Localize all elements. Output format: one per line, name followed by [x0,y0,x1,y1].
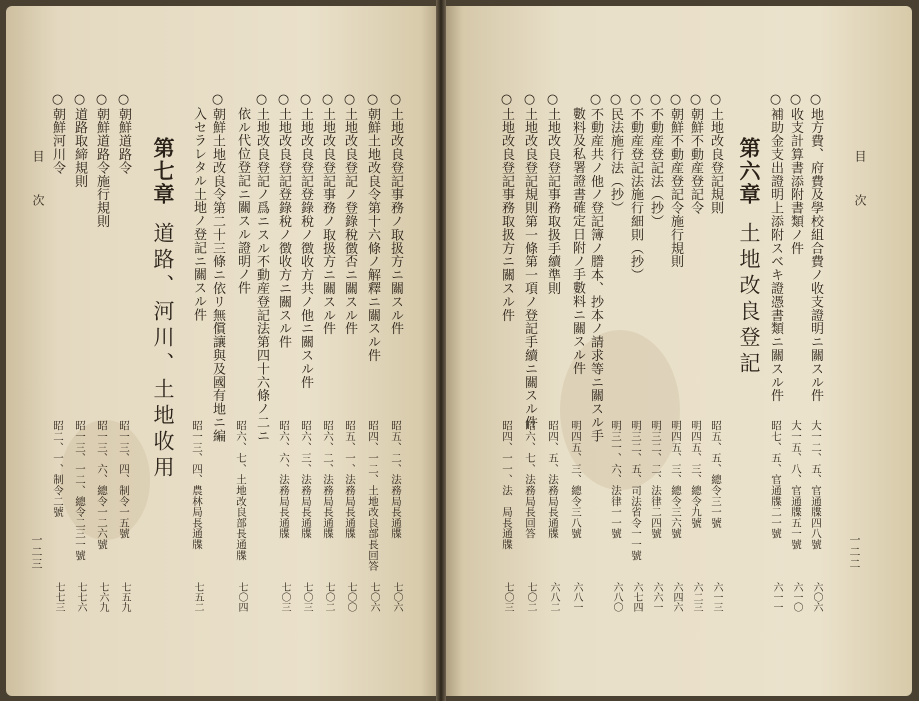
toc-entry[interactable] [808,92,825,402]
entry-title: ○土地改良登記事務取扱方ニ關スル件 [499,92,514,322]
book-gutter [436,0,446,701]
chapter-heading [734,137,764,378]
entry-title: ○收支計算書添附書類ノ件 [788,92,803,255]
entry-law: 昭五、一、法務局長通牒 [344,420,356,539]
entry-page: 七七六 [75,582,86,612]
entry-law: 大一五、八、官通牒五一號 [790,420,802,550]
chapter-number: 第七章 [151,137,176,206]
entry-law: 昭一三、六、總令一二六號 [96,420,108,550]
entry-title: ○朝鮮不動産登記令施行規則 [668,92,683,269]
entry-page: 七〇六 [391,582,402,612]
left-page-number: 一二三 [30,534,43,570]
entry-title: ○土地改良登記事務ノ取扱方ニ關スル件 [320,92,335,336]
entry-title: ○朝鮮不動産登記令 [688,92,703,215]
chapter-heading [148,137,178,482]
entry-page: 七〇三 [301,582,312,612]
entry-title: ○土地改良登記規則 [708,92,723,215]
entry-law: 昭七、五、官通牒二一號 [770,420,782,539]
toc-entry[interactable] [768,92,785,402]
toc-entry[interactable] [545,92,562,295]
entry-page: 七〇〇 [345,582,356,612]
entry-title: ○朝鮮土地改良令第十六條ノ解釋ニ關スル件 [365,92,380,362]
entry-page: 七〇二 [323,582,334,612]
chapter-subject: 道路、河川、土地收用 [151,222,175,482]
entry-title: ○朝鮮道路令 [116,92,131,175]
entry-page: 六八〇 [611,582,622,612]
entry-page: 七〇六 [368,582,379,612]
entry-page: 六四六 [671,582,682,612]
entry-title-continued: 入セラレタル土地ノ登記ニ關スル件 [191,107,206,322]
entry-title: ○朝鮮河川令 [50,92,65,175]
toc-entry[interactable] [708,92,725,215]
entry-law: 昭四、一一、法 局長通牒 [501,420,513,550]
toc-entry[interactable] [608,92,625,215]
entry-page: 七〇三 [279,582,290,612]
entry-page: 六二三 [691,582,702,612]
entry-law: 大一二、五、官通牒四八號 [810,420,822,550]
entry-title: ○朝鮮道路令施行規則 [94,92,109,228]
entry-title: ○不動産共ノ他ノ登記簿ノ謄本、抄本ノ請求等ニ關スル手 [588,92,603,443]
entry-law: 昭六、二、法務局長通牒 [322,420,334,539]
entry-page: 七〇三 [502,582,513,612]
entry-title: ○朝鮮土地改良令第二十三條ニ依リ無償讓與及國有地ニ編 [210,92,225,443]
entry-title: ○地方費、府費及學校組合費ノ收支證明ニ關スル件 [808,92,823,403]
toc-entry[interactable] [320,92,337,335]
toc-entry[interactable] [628,92,645,282]
entry-title: ○不動産登記法施行細則（抄） [628,92,643,282]
entry-title: ○土地改良登記規則第一條第一項ノ登記手續ニ關スル件 [522,92,537,429]
entry-law: 明三二、二、法律二四號 [650,420,662,539]
toc-entry[interactable] [499,92,516,322]
entry-page: 六七四 [631,582,642,612]
entry-law: 昭一三、四、農林局長通牒 [191,420,203,550]
entry-law: 昭五、二、法務局長通牒 [390,420,402,539]
entry-title: ○補助金支出證明上添附スベキ證憑書類ニ關スル件 [768,92,783,403]
entry-law: 昭四、五、法務局長通牒 [547,420,559,539]
entry-page: 七〇四 [236,582,247,612]
toc-entry[interactable] [522,92,539,429]
entry-page: 六一〇 [791,582,802,612]
toc-entry[interactable] [688,92,705,215]
toc-entry[interactable] [72,92,89,188]
entry-law: 昭二、一、制令二號 [52,420,64,518]
entry-page: 六八一 [571,582,582,612]
toc-entry[interactable] [668,92,685,268]
entry-page: 六一三 [711,582,722,612]
entry-title: ○土地改良登記ノ爲ニスル不動産登記法第四十六條ノ二ニ [254,92,269,443]
toc-entry[interactable] [94,92,111,228]
entry-law: 昭一三、一二、總令二三一號 [74,420,86,561]
entry-law: 明三一、六、法律一一號 [610,420,622,539]
entry-law: 明四五、三、總令三八號 [570,420,582,539]
toc-entry[interactable] [298,92,315,389]
entry-law: 昭一三、四、制令一五號 [118,420,130,539]
entry-page: 七五二 [192,582,203,612]
entry-page: 七〇二 [525,582,536,612]
toc-entry[interactable] [788,92,805,255]
entry-law: 昭六、六、法務局長通牒 [278,420,290,539]
entry-law: 昭六、七、土地改良部長通牒 [235,420,247,561]
toc-entry[interactable] [388,92,405,335]
toc-entry[interactable] [648,92,665,228]
entry-law: 明四五、三、總令九號 [690,420,702,528]
entry-title-continued: 數料及私署證書確定日附ノ手數料ニ關スル件 [570,107,585,375]
entry-title: ○土地改良登記事務取扱手續準則 [545,92,560,295]
entry-title: ○道路取締規則 [72,92,87,188]
entry-law: 明三二、五、司法省令一一號 [630,420,642,561]
toc-entry[interactable] [254,92,271,442]
entry-title: ○民法施行法（抄） [608,92,623,215]
entry-law: 昭五、五、總令三一號 [710,420,722,528]
entry-page: 七七三 [53,582,64,612]
entry-page: 六六一 [651,582,662,612]
entry-law: 昭六、七、法務局長回答 [524,420,536,539]
chapter-subject: 土地改良登記 [737,222,761,378]
entry-page: 六一一 [771,582,782,612]
toc-entry[interactable] [365,92,382,362]
entry-page: 六〇六 [811,582,822,612]
toc-entry[interactable] [342,92,359,335]
entry-law: 昭四、一二、土地改良部長回答 [367,420,379,572]
chapter-number: 第六章 [737,137,762,206]
entry-title: ○土地改良登記登錄稅ノ徴收方共ノ他ニ關スル件 [298,92,313,389]
entry-title: ○土地改良登記登錄稅ノ徴收方ニ關スル件 [276,92,291,349]
toc-entry[interactable] [588,92,605,442]
entry-law: 昭六、三、法務局長通牒 [300,420,312,539]
entry-title: ○土地改良登記事務ノ取扱方ニ關スル件 [388,92,403,336]
entry-page: 七六九 [97,582,108,612]
entry-page: 七五九 [119,582,130,612]
left-page-header: 目 次 [31,150,45,216]
right-page-header: 目 次 [853,150,867,216]
right-page-number: 一二二 [848,534,861,570]
toc-entry[interactable] [210,92,227,442]
toc-entry[interactable] [276,92,293,349]
entry-law: 明四五、三、總令三六號 [670,420,682,539]
entry-title-continued: 依ル代位登記ニ關スル證明ノ件 [235,107,250,295]
entry-title: ○土地改良登記ノ登錄稅徴否ニ關スル件 [342,92,357,336]
toc-entry[interactable] [116,92,133,174]
toc-entry[interactable] [50,92,67,174]
entry-page: 六八二 [548,582,559,612]
entry-title: ○不動産登記法（抄） [648,92,663,228]
